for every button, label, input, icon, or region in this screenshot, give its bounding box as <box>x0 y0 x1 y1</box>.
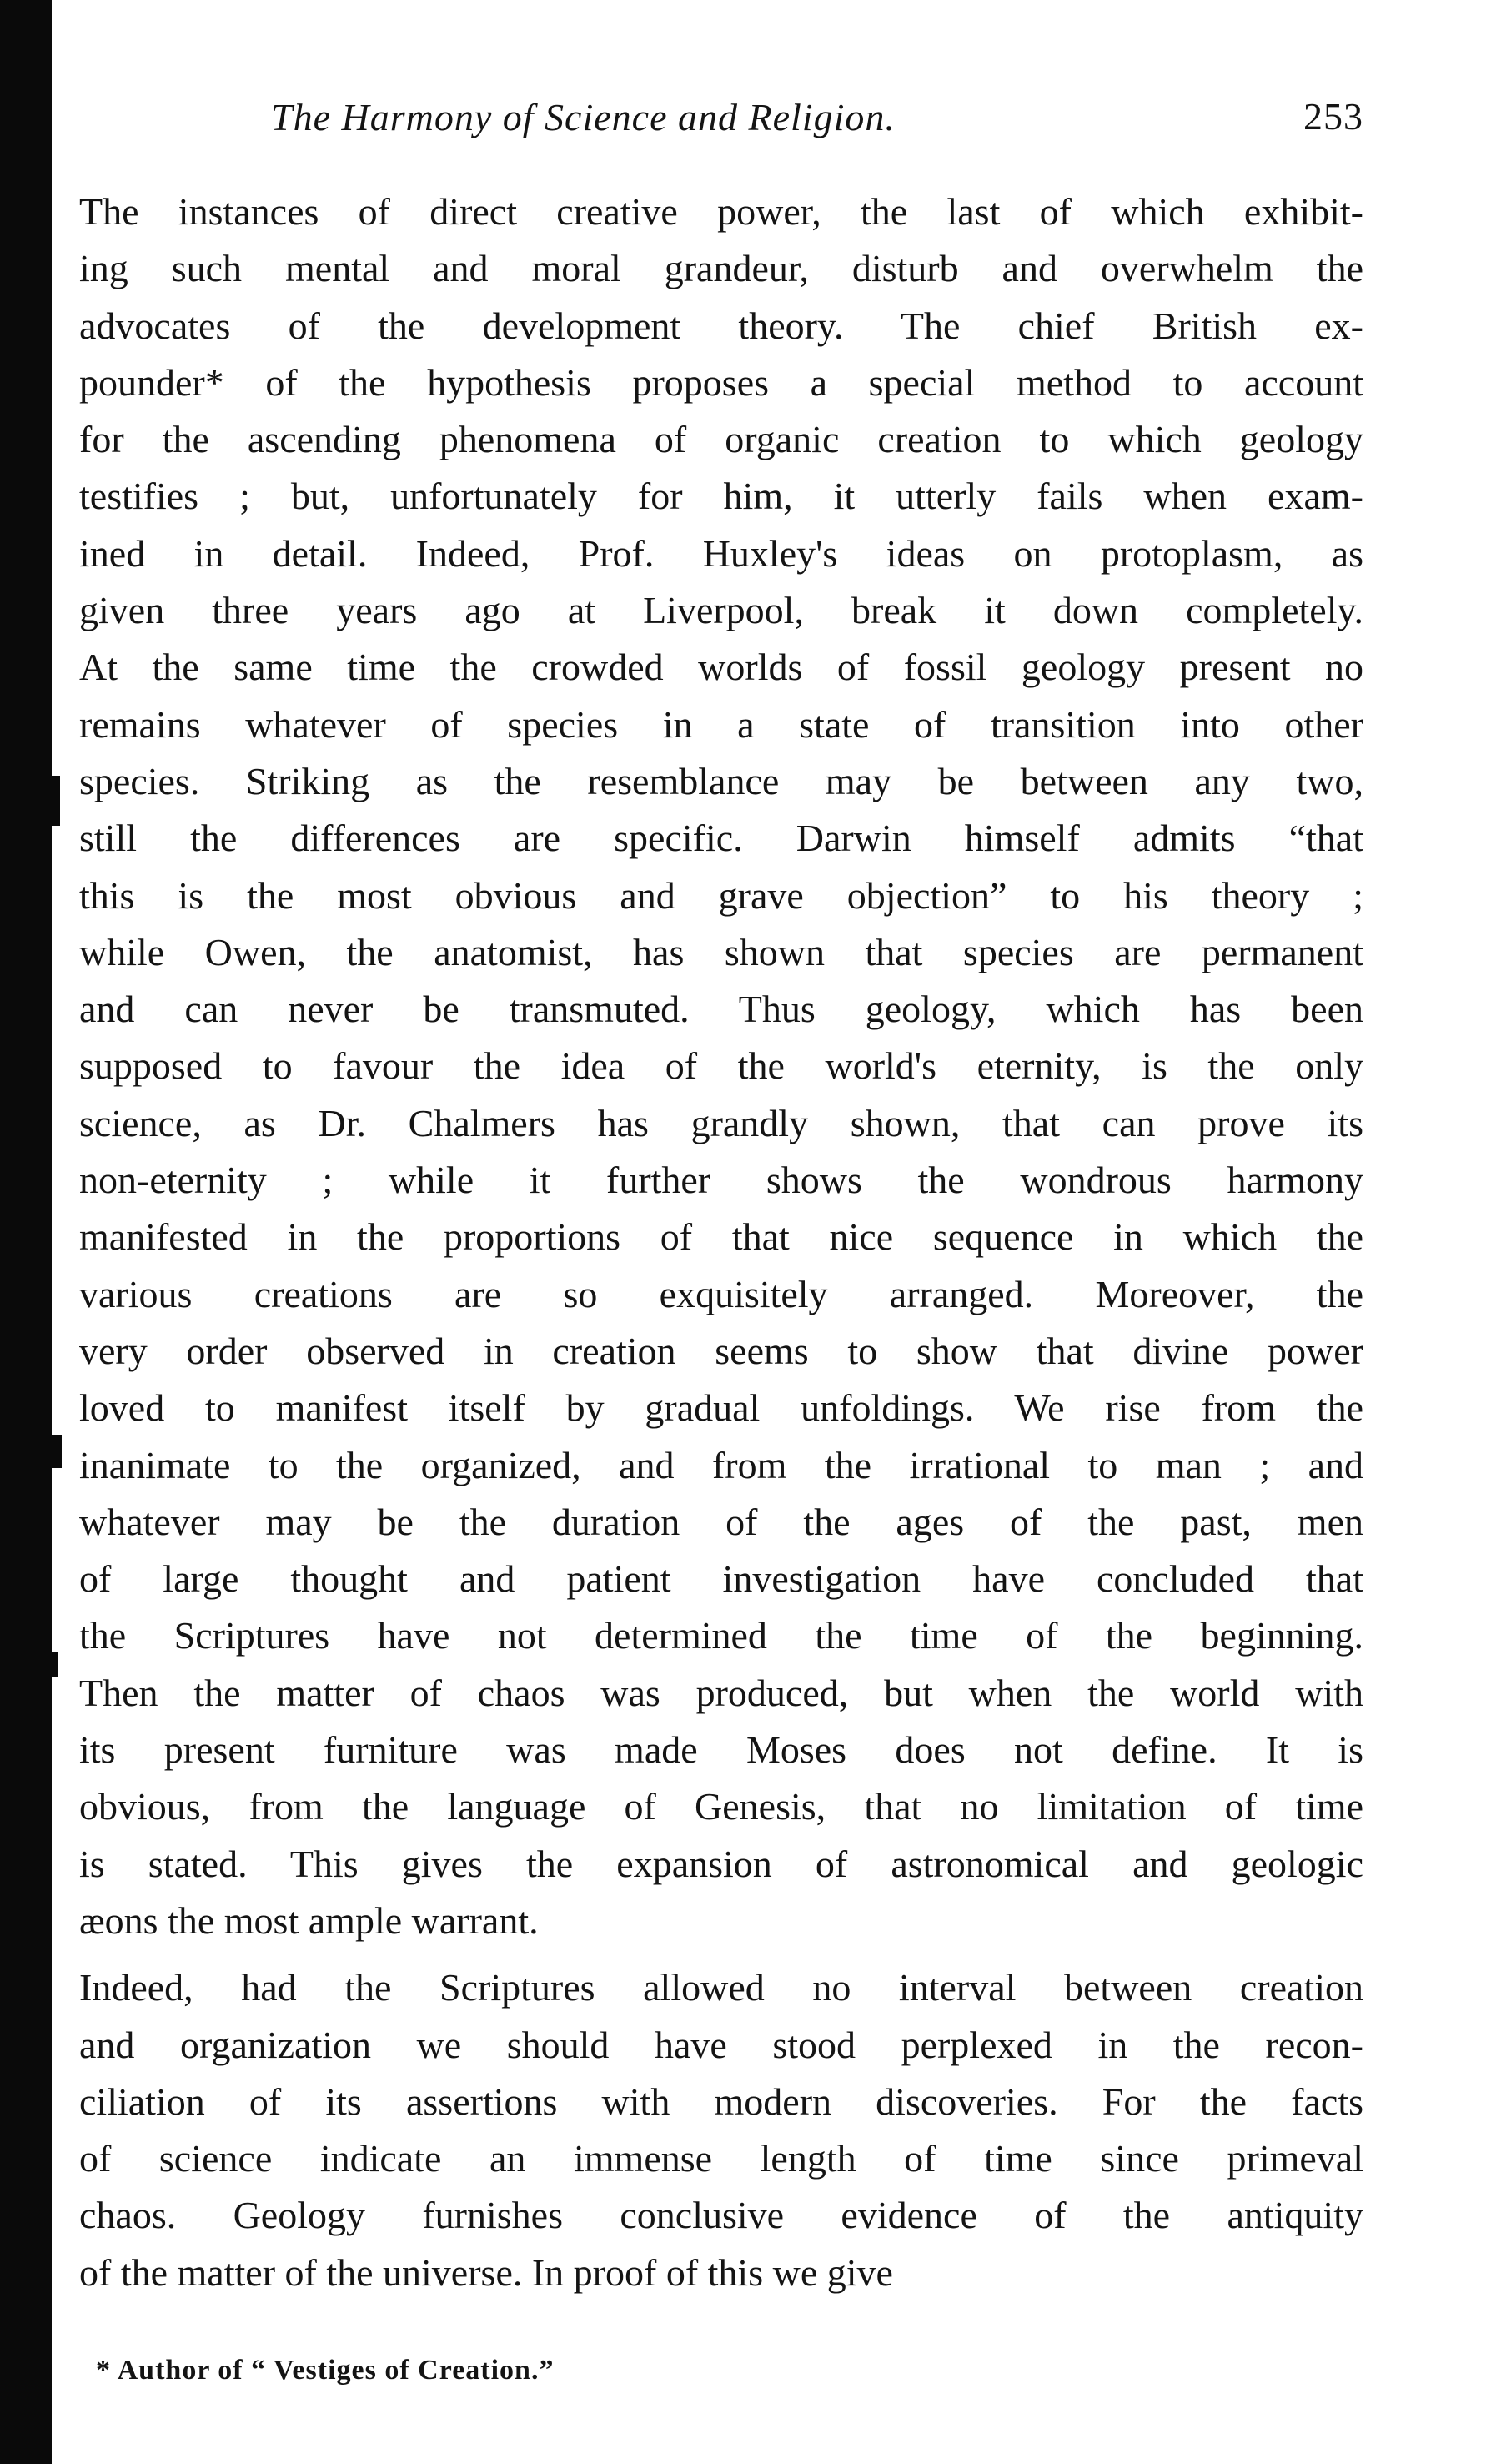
text-line: ing such mental and moral grandeur, disturb and overwhelm the <box>79 247 1363 290</box>
text-line: science, as Dr. Chalmers has grandly shown, that can prove its <box>79 1101 1363 1144</box>
text-line: this is the most obvious and grave objection” to his theory ; <box>79 873 1363 917</box>
text-line: manifested in the proportions of that nice sequence in which the <box>79 1215 1363 1259</box>
text-line: inanimate to the organized, and from the irrational to man ; and <box>79 1443 1363 1486</box>
text-line: various creations are so exquisitely arranged. Moreover, the <box>79 1272 1363 1315</box>
paragraph <box>79 1959 1363 2301</box>
gutter-mark <box>52 1435 62 1468</box>
text-line: of science indicate an immense length of time since primeval <box>79 2137 1363 2180</box>
text-line: Indeed, had the Scriptures allowed no interval between creation <box>79 1966 1363 2009</box>
text-line: species. Striking as the resemblance may be between any two, <box>79 759 1363 802</box>
text-line: remains whatever of species in a state of transition into other <box>79 702 1363 746</box>
binding-gutter <box>0 0 52 2464</box>
text-line: ined in detail. Indeed, Prof. Huxley's ideas on protoplasm, as <box>79 531 1363 575</box>
text-line: very order observed in creation seems to show that divine power <box>79 1329 1363 1372</box>
text-line: given three years ago at Liverpool, break it down completely. <box>79 589 1363 632</box>
text-line: pounder* of the hypothesis proposes a special method to account <box>79 360 1363 404</box>
book-page <box>79 0 1363 2464</box>
text-line: the Scriptures have not determined the time of the beginning. <box>79 1614 1363 1657</box>
running-header <box>271 92 1363 143</box>
text-line: ciliation of its assertions with modern discoveries. For the facts <box>79 2079 1363 2123</box>
body-text <box>79 184 1363 2301</box>
text-line: for the ascending phenomena of organic creation to which geology <box>79 418 1363 461</box>
page-number: 253 <box>1303 95 1363 138</box>
text-line: loved to manifest itself by gradual unfoldings. We rise from the <box>79 1386 1363 1430</box>
text-line: of large thought and patient investigation have concluded that <box>79 1557 1363 1601</box>
text-line: æons the most ample warrant. <box>79 1898 539 1942</box>
text-line: whatever may be the duration of the ages of the past, men <box>79 1500 1363 1543</box>
text-line: chaos. Geology furnishes conclusive evidence of the antiquity <box>79 2194 1363 2237</box>
text-line: The instances of direct creative power, the last of which exhibit- <box>79 190 1363 233</box>
text-line: and organization we should have stood perplexed in the recon- <box>79 2023 1363 2066</box>
gutter-mark <box>52 1652 58 1677</box>
text-line: while Owen, the anatomist, has shown that species are permanent <box>79 930 1363 973</box>
paragraph <box>79 184 1363 1949</box>
text-line: obvious, from the language of Genesis, that no limitation of time <box>79 1785 1363 1828</box>
text-line: still the differences are specific. Darwin himself admits “that <box>79 817 1363 860</box>
text-line: testifies ; but, unfortunately for him, it utterly fails when exam- <box>79 475 1363 518</box>
text-line: supposed to favour the idea of the world's eternity, is the only <box>79 1044 1363 1088</box>
footnote: * Author of “ Vestiges of Creation.” <box>96 2355 555 2386</box>
text-line: Then the matter of chaos was produced, but when the world with <box>79 1671 1363 1714</box>
text-line: and can never be transmuted. Thus geology, which has been <box>79 988 1363 1031</box>
text-line: of the matter of the universe. In proof of this we give <box>79 2250 893 2294</box>
text-line: non-eternity ; while it further shows the wondrous harmony <box>79 1159 1363 1202</box>
text-line: is stated. This gives the expansion of astronomical and geologic <box>79 1842 1363 1885</box>
gutter-mark <box>52 776 60 826</box>
text-line: advocates of the development theory. The chief British ex- <box>79 304 1363 347</box>
running-title: The Harmony of Science and Religion. <box>271 96 896 138</box>
text-line: At the same time the crowded worlds of fossil geology present no <box>79 646 1363 689</box>
text-line: its present furniture was made Moses does not define. It is <box>79 1728 1363 1772</box>
